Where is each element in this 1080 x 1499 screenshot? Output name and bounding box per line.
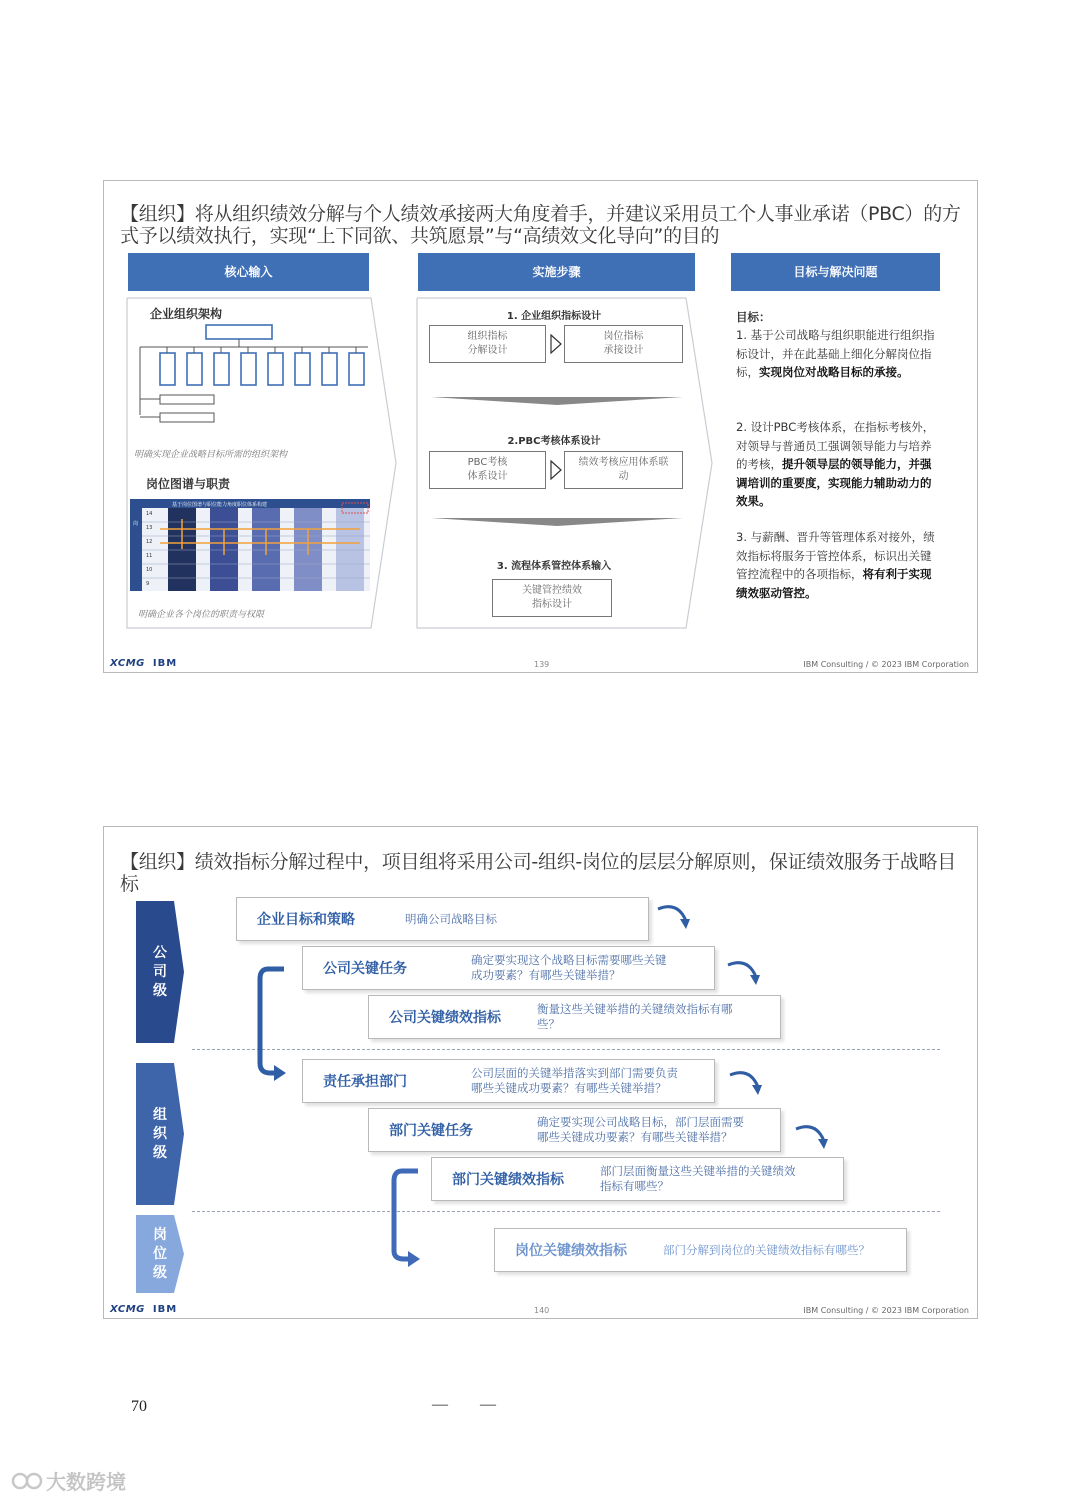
job-map-heading: 岗位图谱与职责 [146, 477, 231, 491]
col-head-input: 核心输入 [128, 253, 369, 291]
slide-139 [103, 180, 978, 673]
org-chart-diagram [132, 323, 372, 433]
matrix-y-9: 9 [146, 581, 150, 587]
col-head-steps: 实施步骤 [418, 253, 695, 291]
step1-box-job: 岗位指标 承接设计 [564, 325, 683, 363]
xcmg-ibm-logo: XCMG IBM [110, 1304, 178, 1315]
level-company: 公 司 级 [153, 944, 167, 999]
level-divider [192, 1211, 940, 1212]
level-org: 组 织 级 [153, 1106, 167, 1161]
curved-arrow-icon [726, 1065, 766, 1099]
step2-title: 2.PBC考核体系设计 [507, 436, 601, 447]
goal-item-3: 3. 与薪酬、晋升等管理体系对接外，绩效指标将服务于管控体系，标识出关键管控流程中的各项指标，将有利于实现绩效驱动管控。 [736, 530, 935, 600]
job-matrix-chart [130, 499, 370, 591]
xcmg-ibm-logo: XCMG IBM [110, 658, 178, 669]
matrix-side-label: 岗 [133, 521, 139, 527]
matrix-y-13: 13 [146, 525, 153, 531]
job-map-caption: 明确企业各个岗位的职责与权限 [138, 610, 265, 620]
row-company-key-tasks: 公司关键任务 确定要实现这个战略目标需要哪些关键 成功要素？有哪些关键举措？ [302, 946, 715, 990]
divider-triangle [431, 517, 683, 527]
slide-page-number: 139 [534, 660, 550, 669]
level-divider [192, 1049, 940, 1050]
arrow-right-icon [550, 334, 562, 354]
page-dash: — — [432, 1396, 510, 1413]
slide-title: 【组织】将从组织绩效分解与个人绩效承接两大角度着手，并建议采用员工个人事业承诺（PBC）的方式予以绩效执行，实现“上下同欲、共筑愿景”与“高绩效文化导向”的目的 [120, 203, 961, 247]
matrix-y-11: 11 [146, 553, 153, 559]
slide-title: 【组织】绩效指标分解过程中，项目组将采用公司-组织-岗位的层层分解原则，保证绩效服务于战略目标 [120, 851, 956, 895]
slide-140 [103, 826, 978, 1319]
level-job: 岗 位 级 [153, 1226, 167, 1281]
row-company-kpi: 公司关键绩效指标 衡量这些关键举措的关键绩效指标有哪 些？ [368, 995, 781, 1039]
org-structure-heading: 企业组织架构 [150, 307, 223, 321]
copyright: IBM Consulting / © 2023 IBM Corporation [803, 660, 969, 669]
col-head-goals: 目标与解决问题 [731, 253, 940, 291]
step1-title: 1. 企业组织指标设计 [506, 311, 602, 322]
step2-box-pbc: PBC考核 体系设计 [429, 451, 546, 489]
copyright: IBM Consulting / © 2023 IBM Corporation [803, 1306, 969, 1315]
goal-item-1: 1. 基于公司战略与组织职能进行组织指标设计，并在此基础上细化分解岗位指标，实现岗位对战略目标的承接。 [736, 328, 935, 379]
curved-arrow-icon [654, 899, 694, 933]
bracket-arrow-icon [254, 965, 290, 1081]
goal-item-2: 2. 设计PBC考核体系，在指标考核外，对领导与普通员工强调领导能力与培养的考核，提升领导层的领导能力，并强调培训的重要度，实现能力辅助动力的效果。 [736, 420, 935, 508]
org-structure-caption: 明确实现企业战略目标所需的组织架构 [134, 450, 288, 460]
slide-page-number: 140 [534, 1306, 550, 1315]
row-dept-key-tasks: 部门关键任务 确定要实现公司战略目标，部门层面需要 哪些关键成功要素？有哪些关键举措？ [368, 1108, 781, 1152]
divider-triangle [431, 396, 683, 406]
step3-title: 3. 流程体系管控体系输入 [496, 561, 612, 572]
watermark: 大数跨境 [10, 1466, 126, 1495]
goals-heading: 目标： [736, 310, 771, 324]
row-enterprise-goals: 企业目标和策略 明确公司战略目标 [236, 897, 649, 941]
curved-arrow-icon [724, 955, 764, 989]
arrow-right-icon [550, 460, 562, 480]
page-number: 70 [131, 1398, 147, 1415]
bracket-arrow-icon [388, 1167, 424, 1269]
matrix-header: 基于岗位图谱与职位能力角度职位体系构建 [172, 502, 268, 508]
step1-box-org: 组织指标 分解设计 [429, 325, 546, 363]
row-job-kpi: 岗位关键绩效指标 部门分解到岗位的关键绩效指标有哪些？ [494, 1228, 907, 1272]
matrix-y-14: 14 [146, 511, 153, 517]
step3-box-control: 关键管控绩效 指标设计 [492, 579, 612, 617]
watermark-logo-icon [10, 1469, 46, 1493]
step2-box-link: 绩效考核应用体系联 动 [564, 451, 683, 489]
matrix-y-12: 12 [146, 539, 153, 545]
curved-arrow-icon [792, 1119, 832, 1153]
matrix-y-10: 10 [146, 567, 153, 573]
row-dept-kpi: 部门关键绩效指标 部门层面衡量这些关键举措的关键绩效 指标有哪些？ [431, 1157, 844, 1201]
row-responsible-dept: 责任承担部门 公司层面的关键举措落实到部门需要负责 哪些关键成功要素？有哪些关键举措？ [302, 1059, 715, 1103]
